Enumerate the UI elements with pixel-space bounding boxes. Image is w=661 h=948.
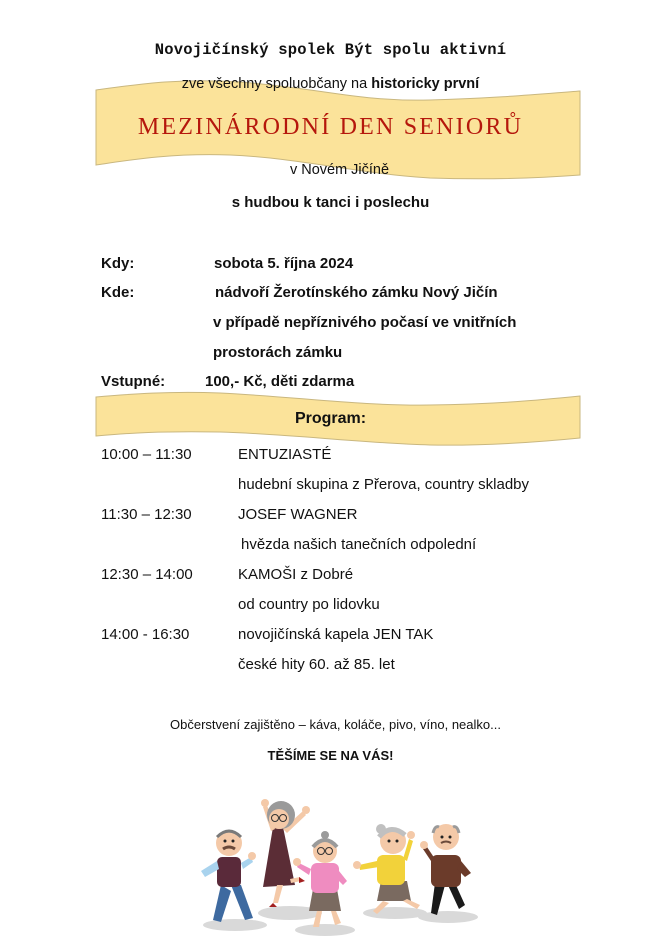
event-subtitle: s hudbou k tanci i poslechu [231, 194, 430, 211]
program-performer: novojičínská kapela JEN TAK [238, 626, 434, 643]
program-performer: KAMOŠI z Dobré [238, 566, 354, 583]
where-note-line-1: v případě nepříznivého počasí ve vnitřních [213, 314, 517, 331]
program-description: české hity 60. až 85. let [238, 656, 395, 673]
where-note-line-2: prostorách zámku [213, 344, 343, 361]
event-title: MEZINÁRODNÍ DEN SENIORŮ [137, 114, 524, 140]
program-performer: ENTUZIASTÉ [238, 446, 332, 463]
admission-label: Vstupné: [101, 373, 166, 390]
program-time: 10:00 – 11:30 [101, 446, 192, 463]
program-description: hudební skupina z Přerova, country skladby [238, 476, 529, 493]
when-label: Kdy: [101, 255, 135, 272]
program-description: hvězda našich tanečních odpolední [241, 536, 477, 553]
program-time: 11:30 – 12:30 [101, 506, 192, 523]
program-heading: Program: [294, 410, 367, 427]
invitation-line [0, 76, 661, 92]
organization-name: Novojičínský spolek Být spolu aktivní [154, 41, 507, 59]
invitation-text: zve všechny spoluobčany na [181, 76, 372, 92]
invitation-emphasis: historicky první [371, 76, 480, 92]
program-description: od country po lidovku [238, 596, 380, 613]
admission-value: 100,- Kč, děti zdarma [205, 373, 355, 390]
program-time: 12:30 – 14:00 [101, 566, 193, 583]
when-value: sobota 5. října 2024 [214, 255, 354, 272]
where-value: nádvoří Žerotínského zámku Nový Jičín [215, 284, 498, 301]
where-label: Kde: [101, 284, 135, 301]
refreshments-note: Občerstvení zajištěno – káva, koláče, pivo, víno, nealko... [170, 717, 501, 732]
closing-message: TĚŠÍME SE NA VÁS! [267, 748, 394, 763]
event-place: v Novém Jičíně [289, 162, 390, 178]
program-performer: JOSEF WAGNER [238, 506, 358, 523]
program-time: 14:00 - 16:30 [101, 626, 190, 643]
